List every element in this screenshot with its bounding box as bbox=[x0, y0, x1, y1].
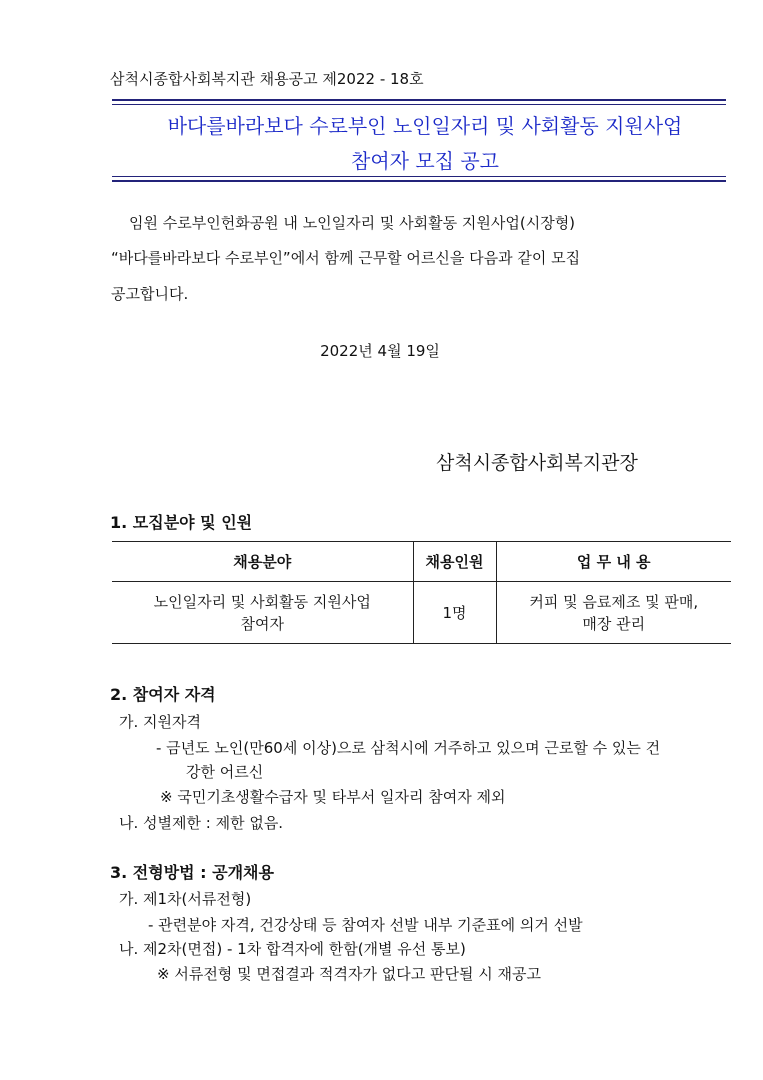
title-rule-bottom bbox=[112, 180, 726, 182]
section2-item-a: 가. 지원자격 bbox=[119, 713, 201, 731]
section3-item-a: 가. 제1차(서류전형) bbox=[119, 890, 252, 908]
section2-item-a-note: ※ 국민기초생활수급자 및 타부서 일자리 참여자 제외 bbox=[160, 788, 506, 806]
title-rule-top-thin bbox=[112, 104, 726, 105]
intro-line1: 임원 수로부인헌화공원 내 노인일자리 및 사회활동 지원사업(시장형) bbox=[129, 214, 576, 232]
table-cell-field bbox=[112, 582, 413, 644]
duty-line1: 커피 및 음료제조 및 판매, bbox=[529, 592, 699, 611]
table-cell-count: 1명 bbox=[413, 582, 496, 644]
field-line2: 참여자 bbox=[240, 614, 284, 633]
section3-item-b: 나. 제2차(면접) - 1차 합격자에 한함(개별 유선 통보) bbox=[119, 940, 466, 958]
table-row bbox=[112, 582, 731, 644]
section3-item-a-detail: - 관련분야 자격, 건강상태 등 참여자 선발 내부 기준표에 의거 선발 bbox=[148, 916, 583, 934]
table-cell-duty bbox=[496, 582, 731, 644]
section2-item-a-detail-line1: - 금년도 노인(만60세 이상)으로 삼척시에 거주하고 있으며 근로할 수 있는 건 bbox=[156, 739, 661, 757]
duty-line2: 매장 관리 bbox=[582, 614, 646, 633]
section2-item-b: 나. 성별제한 : 제한 없음. bbox=[119, 814, 284, 832]
intro-line2: “바다를바라보다 수로부인”에서 함께 근무할 어르신을 다음과 같이 모집 bbox=[111, 249, 581, 267]
table-header-duty: 업 무 내 용 bbox=[496, 542, 731, 582]
document-title-line2: 참여자 모집 공고 bbox=[351, 149, 499, 173]
table-header-count: 채용인원 bbox=[413, 542, 496, 582]
signer: 삼척시종합사회복지관장 bbox=[436, 452, 638, 474]
table-header-row bbox=[112, 542, 731, 582]
section3-heading: 3. 전형방법 : 공개채용 bbox=[110, 863, 274, 882]
section1-heading: 1. 모집분야 및 인원 bbox=[110, 513, 253, 532]
notice-date: 2022년 4월 19일 bbox=[320, 342, 440, 360]
section2-heading: 2. 참여자 자격 bbox=[110, 685, 216, 704]
title-rule-top bbox=[112, 99, 726, 101]
section3-item-b-note: ※ 서류전형 및 면접결과 적격자가 없다고 판단될 시 재공고 bbox=[157, 965, 541, 983]
field-line1: 노인일자리 및 사회활동 지원사업 bbox=[153, 592, 371, 611]
notice-number: 삼척시종합사회복지관 채용공고 제2022 - 18호 bbox=[110, 70, 424, 88]
intro-line3: 공고합니다. bbox=[111, 285, 189, 303]
table-header-field: 채용분야 bbox=[112, 542, 413, 582]
title-rule-bottom-thin bbox=[112, 176, 726, 177]
section2-item-a-detail-line2: 강한 어르신 bbox=[186, 763, 264, 781]
recruitment-table bbox=[112, 541, 731, 644]
document-title-line1: 바다를바라보다 수로부인 노인일자리 및 사회활동 지원사업 bbox=[167, 114, 683, 138]
